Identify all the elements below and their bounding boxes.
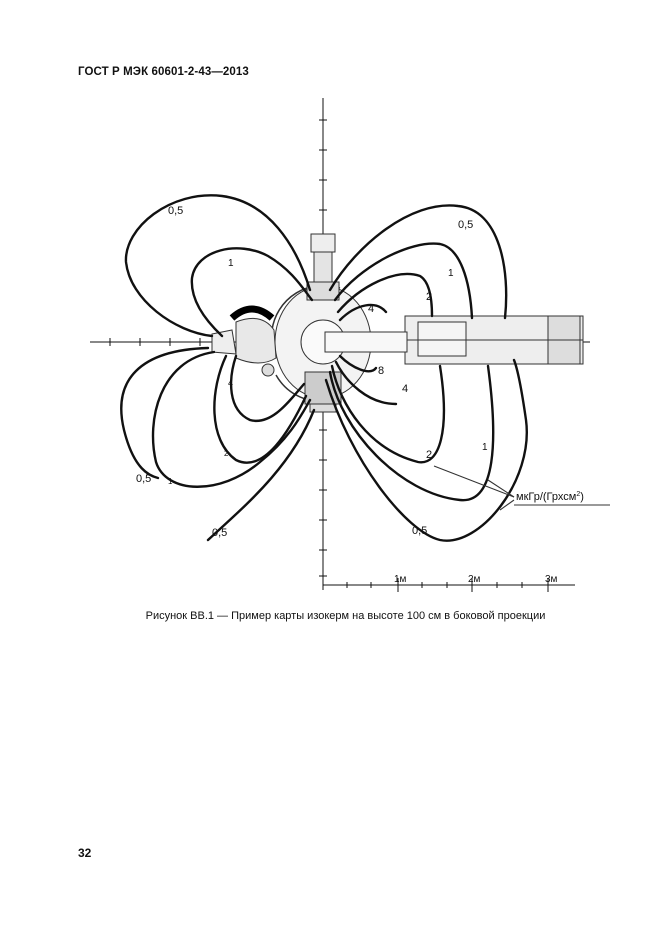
label-ll-05a: 0,5: [136, 473, 152, 485]
scale-bar: [323, 574, 575, 592]
label-ll-1: 1: [168, 477, 173, 486]
figure-caption: Рисунок ВВ.1 — Пример карты изокерм на высоте 100 см в боковой проекции: [145, 610, 546, 622]
label-lr-2: 2: [426, 449, 433, 461]
label-lr-05: 0,5: [412, 525, 428, 537]
scale-label-2m: 2м: [468, 574, 481, 585]
label-ll-2: 2: [224, 449, 229, 458]
page-number: 32: [78, 846, 92, 860]
label-ur-2: 2: [426, 291, 433, 303]
label-ur-1: 1: [448, 268, 454, 279]
label-ur-4: 4: [368, 303, 375, 315]
scale-label-3m: 3м: [545, 574, 558, 585]
scale-label-1m: 1м: [394, 574, 407, 585]
equipment-sketch: [212, 234, 583, 412]
label-ul-05: 0,5: [168, 205, 184, 217]
label-lr-1: 1: [482, 442, 488, 453]
unit-label: мкГр/(Грхсм$^2$): [516, 491, 584, 503]
label-ll-05b: 0,5: [212, 527, 228, 539]
label-ur-05: 0,5: [458, 219, 474, 231]
label-ll-4: 4: [228, 378, 234, 388]
label-c-4: 4: [402, 383, 409, 395]
unit-annotation: [434, 466, 610, 510]
page-header: ГОСТ Р МЭК 60601-2-43—2013: [78, 66, 249, 78]
label-c-8: 8: [378, 365, 385, 377]
label-ul-1: 1: [228, 258, 234, 269]
